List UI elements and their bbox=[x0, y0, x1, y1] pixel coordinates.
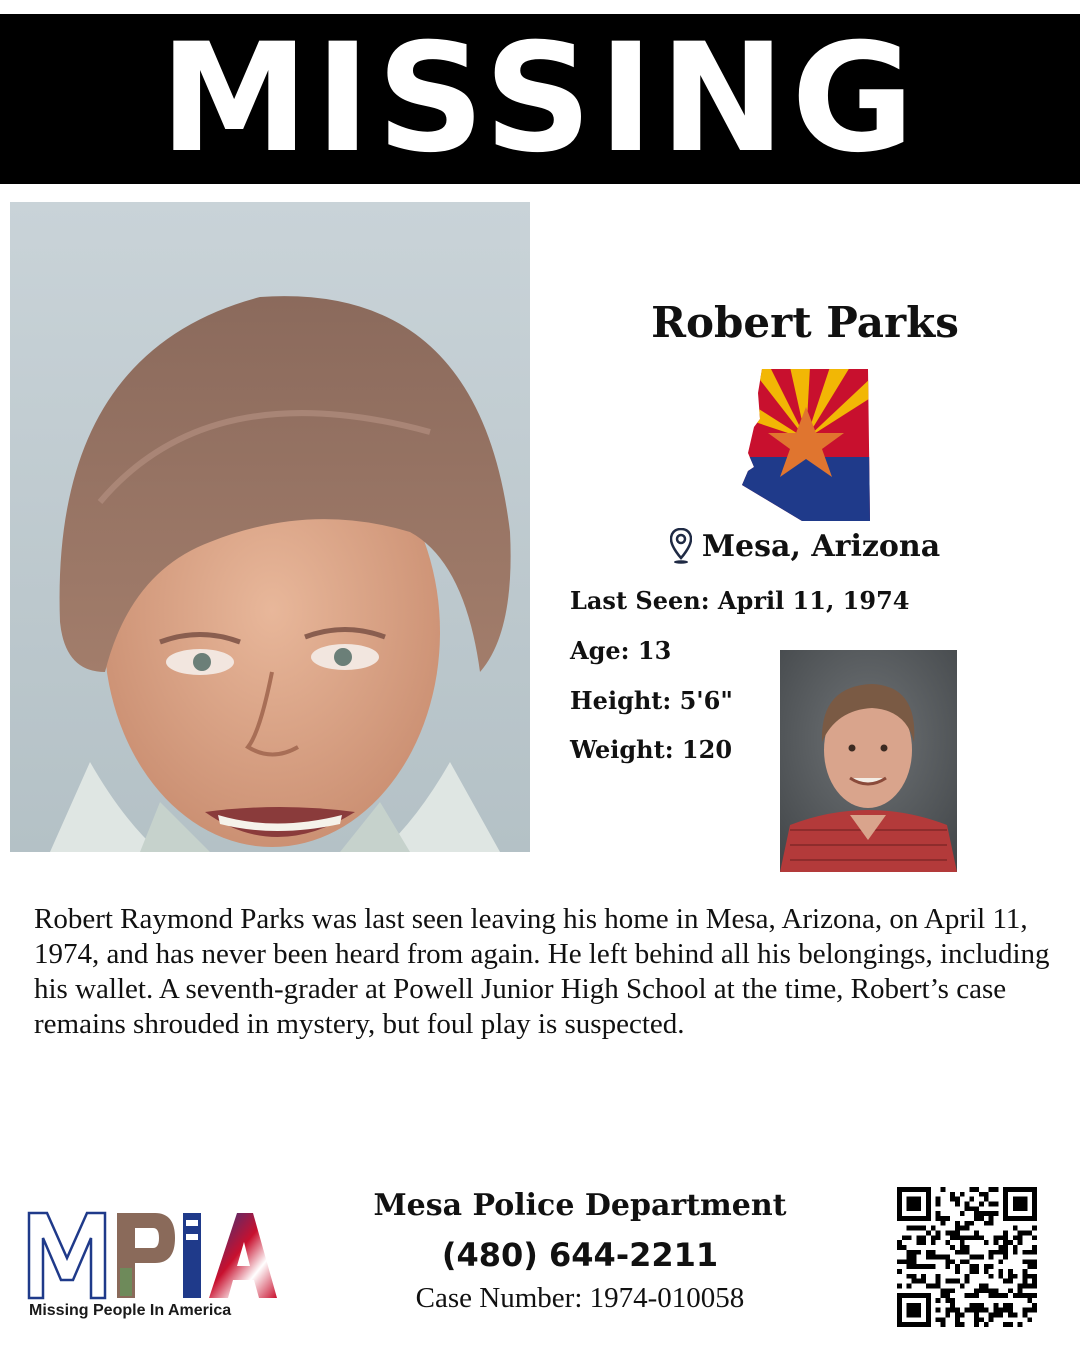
location-text: Mesa, Arizona bbox=[701, 528, 941, 564]
map-pin-icon bbox=[670, 528, 692, 564]
fact-label: Age : bbox=[570, 636, 638, 665]
logo-tagline: Missing People In America bbox=[29, 1302, 232, 1319]
missing-banner bbox=[0, 14, 1080, 184]
location bbox=[570, 528, 1040, 564]
fact-value: 13 bbox=[637, 636, 672, 665]
case-number-label: Case Number: bbox=[415, 1282, 583, 1314]
fact-weight bbox=[570, 735, 732, 764]
fact-label: Last Seen : bbox=[570, 586, 718, 615]
person-name: Robert Parks bbox=[651, 298, 959, 347]
fact-label: Height : bbox=[570, 686, 680, 715]
police-department: Mesa Police Department bbox=[373, 1188, 787, 1223]
arizona-flag-map-icon bbox=[740, 367, 872, 523]
fact-age bbox=[570, 636, 671, 665]
fact-value: 5'6" bbox=[679, 686, 733, 715]
case-number-value: 1974-010058 bbox=[589, 1282, 745, 1314]
age-progression-photo bbox=[780, 650, 957, 872]
banner-title: MISSING bbox=[159, 12, 921, 186]
fact-value: 120 bbox=[681, 735, 733, 764]
case-description: Robert Raymond Parks was last seen leaving his home in Mesa, Arizona, on April 11, 1974, and has never been heard from again. He left behind all his belongings, including his wallet. A seventh-grader at Powell Junior High School at the time, Robert’s case remains shrouded in mystery, but foul play is suspected. bbox=[34, 903, 1050, 1040]
fact-height bbox=[570, 686, 733, 715]
contact-phone[interactable]: (480) 644-2211 bbox=[441, 1236, 719, 1274]
fact-label: Weight : bbox=[570, 735, 682, 764]
fact-last-seen bbox=[570, 586, 909, 615]
missing-person-photo bbox=[10, 202, 530, 852]
case-number bbox=[330, 1282, 830, 1315]
qr-code-icon[interactable] bbox=[897, 1187, 1037, 1327]
fact-value: April 11, 1974 bbox=[717, 586, 910, 615]
